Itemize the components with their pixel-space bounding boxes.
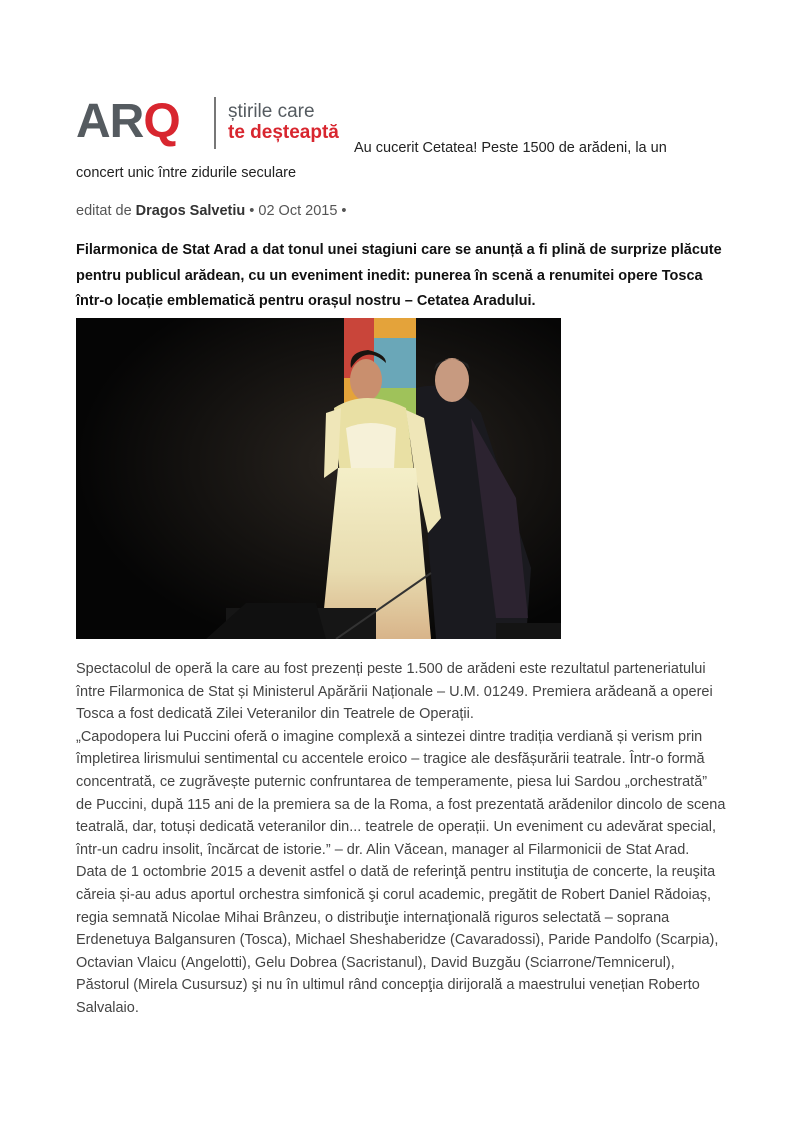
article-meta — [76, 203, 347, 219]
logo-tagline-line1: știrile care — [228, 101, 315, 122]
logo-divider — [214, 97, 216, 149]
article-title-part2: concert unic între zidurile seculare — [76, 165, 297, 181]
site-logo[interactable] — [76, 95, 356, 151]
body-paragraph-1: Spectacolul de operă la care au fost prezenți peste 1.500 de arădeni este rezultatul parteneriatului între Filarmonica de Stat și Ministerul Apărării Naționale – U.M. 01249. Premiera arădeană a operei Tosca a fost dedicată Zilei Veteranilor din Teatrele de Operații. — [76, 661, 713, 723]
logo-tagline-line2: te deșteaptă — [228, 122, 339, 143]
meta-prefix: editat de — [76, 203, 136, 219]
logo-wordmark: ARQ — [76, 95, 180, 148]
article-title-part1: Au cucerit Cetatea! Peste 1500 de arădeni, la un — [354, 140, 667, 156]
author-name[interactable]: Dragos Salvetiu — [135, 203, 246, 219]
article-body — [76, 658, 726, 1020]
body-paragraph-3: Data de 1 octombrie 2015 a devenit astfel o dată de referinţă pentru instituţia de concerte, la reuşita căreia și-au adus aportul orchestra simfonică şi corul academic, pregătit de Robert Daniel Rădoiaș, regia semnată Nicolae Mihai Brânzeu, o distribuţie internaţională riguros selectată – soprana Erdenetuya Balgansuren (Tosca), Michael Sheshaberidze (Cavaradossi), Paride Pandolfo (Scarpia), Octavian Vlaicu (Angelotti), Gelu Dobrea (Sacristanul), David Buzgău (Sciarrone/Temnicerul), Păstorul (Mirela Cusursuz) şi nu în ultimul rând concepţia dirijorală a maestrului venețian Roberto Salvalaio. — [76, 864, 719, 1016]
article-lead: Filarmonica de Stat Arad a dat tonul unei stagiuni care se anunță a fi plină de surprize plăcute pentru publicul arădean, cu un eveniment inedit: punerea în scenă a renumitei opere Tosca într-o locație emblematică pentru orașul nostru – Cetatea Aradului. — [76, 242, 722, 309]
meta-date: • 02 Oct 2015 • — [245, 203, 347, 219]
body-paragraph-2: „Capodopera lui Puccini oferă o imagine complexă a sintezei dintre tradiția verdiană și verism prin împletirea lirismului sentimental cu accentele eroico – tragice ale desfășurării teatrale. Într-o formă concentrată, ce zugrăvește puternic confruntarea de temperamente, piesa lui Sardou „orchestrată” de Puccini, după 115 ani de la premiera sa de la Roma, a fost prezentată arădenilor dincolo de scena teatrală, dar, totuși dedicată veteranilor din... teatrele de operații. Un eveniment cu adevărat special, într-un cadru insolit, încărcat de istorie.” – dr. Alin Văcean, manager al Filarmonicii de Stat Arad. — [76, 728, 726, 858]
opera-stage-photo — [76, 318, 561, 639]
